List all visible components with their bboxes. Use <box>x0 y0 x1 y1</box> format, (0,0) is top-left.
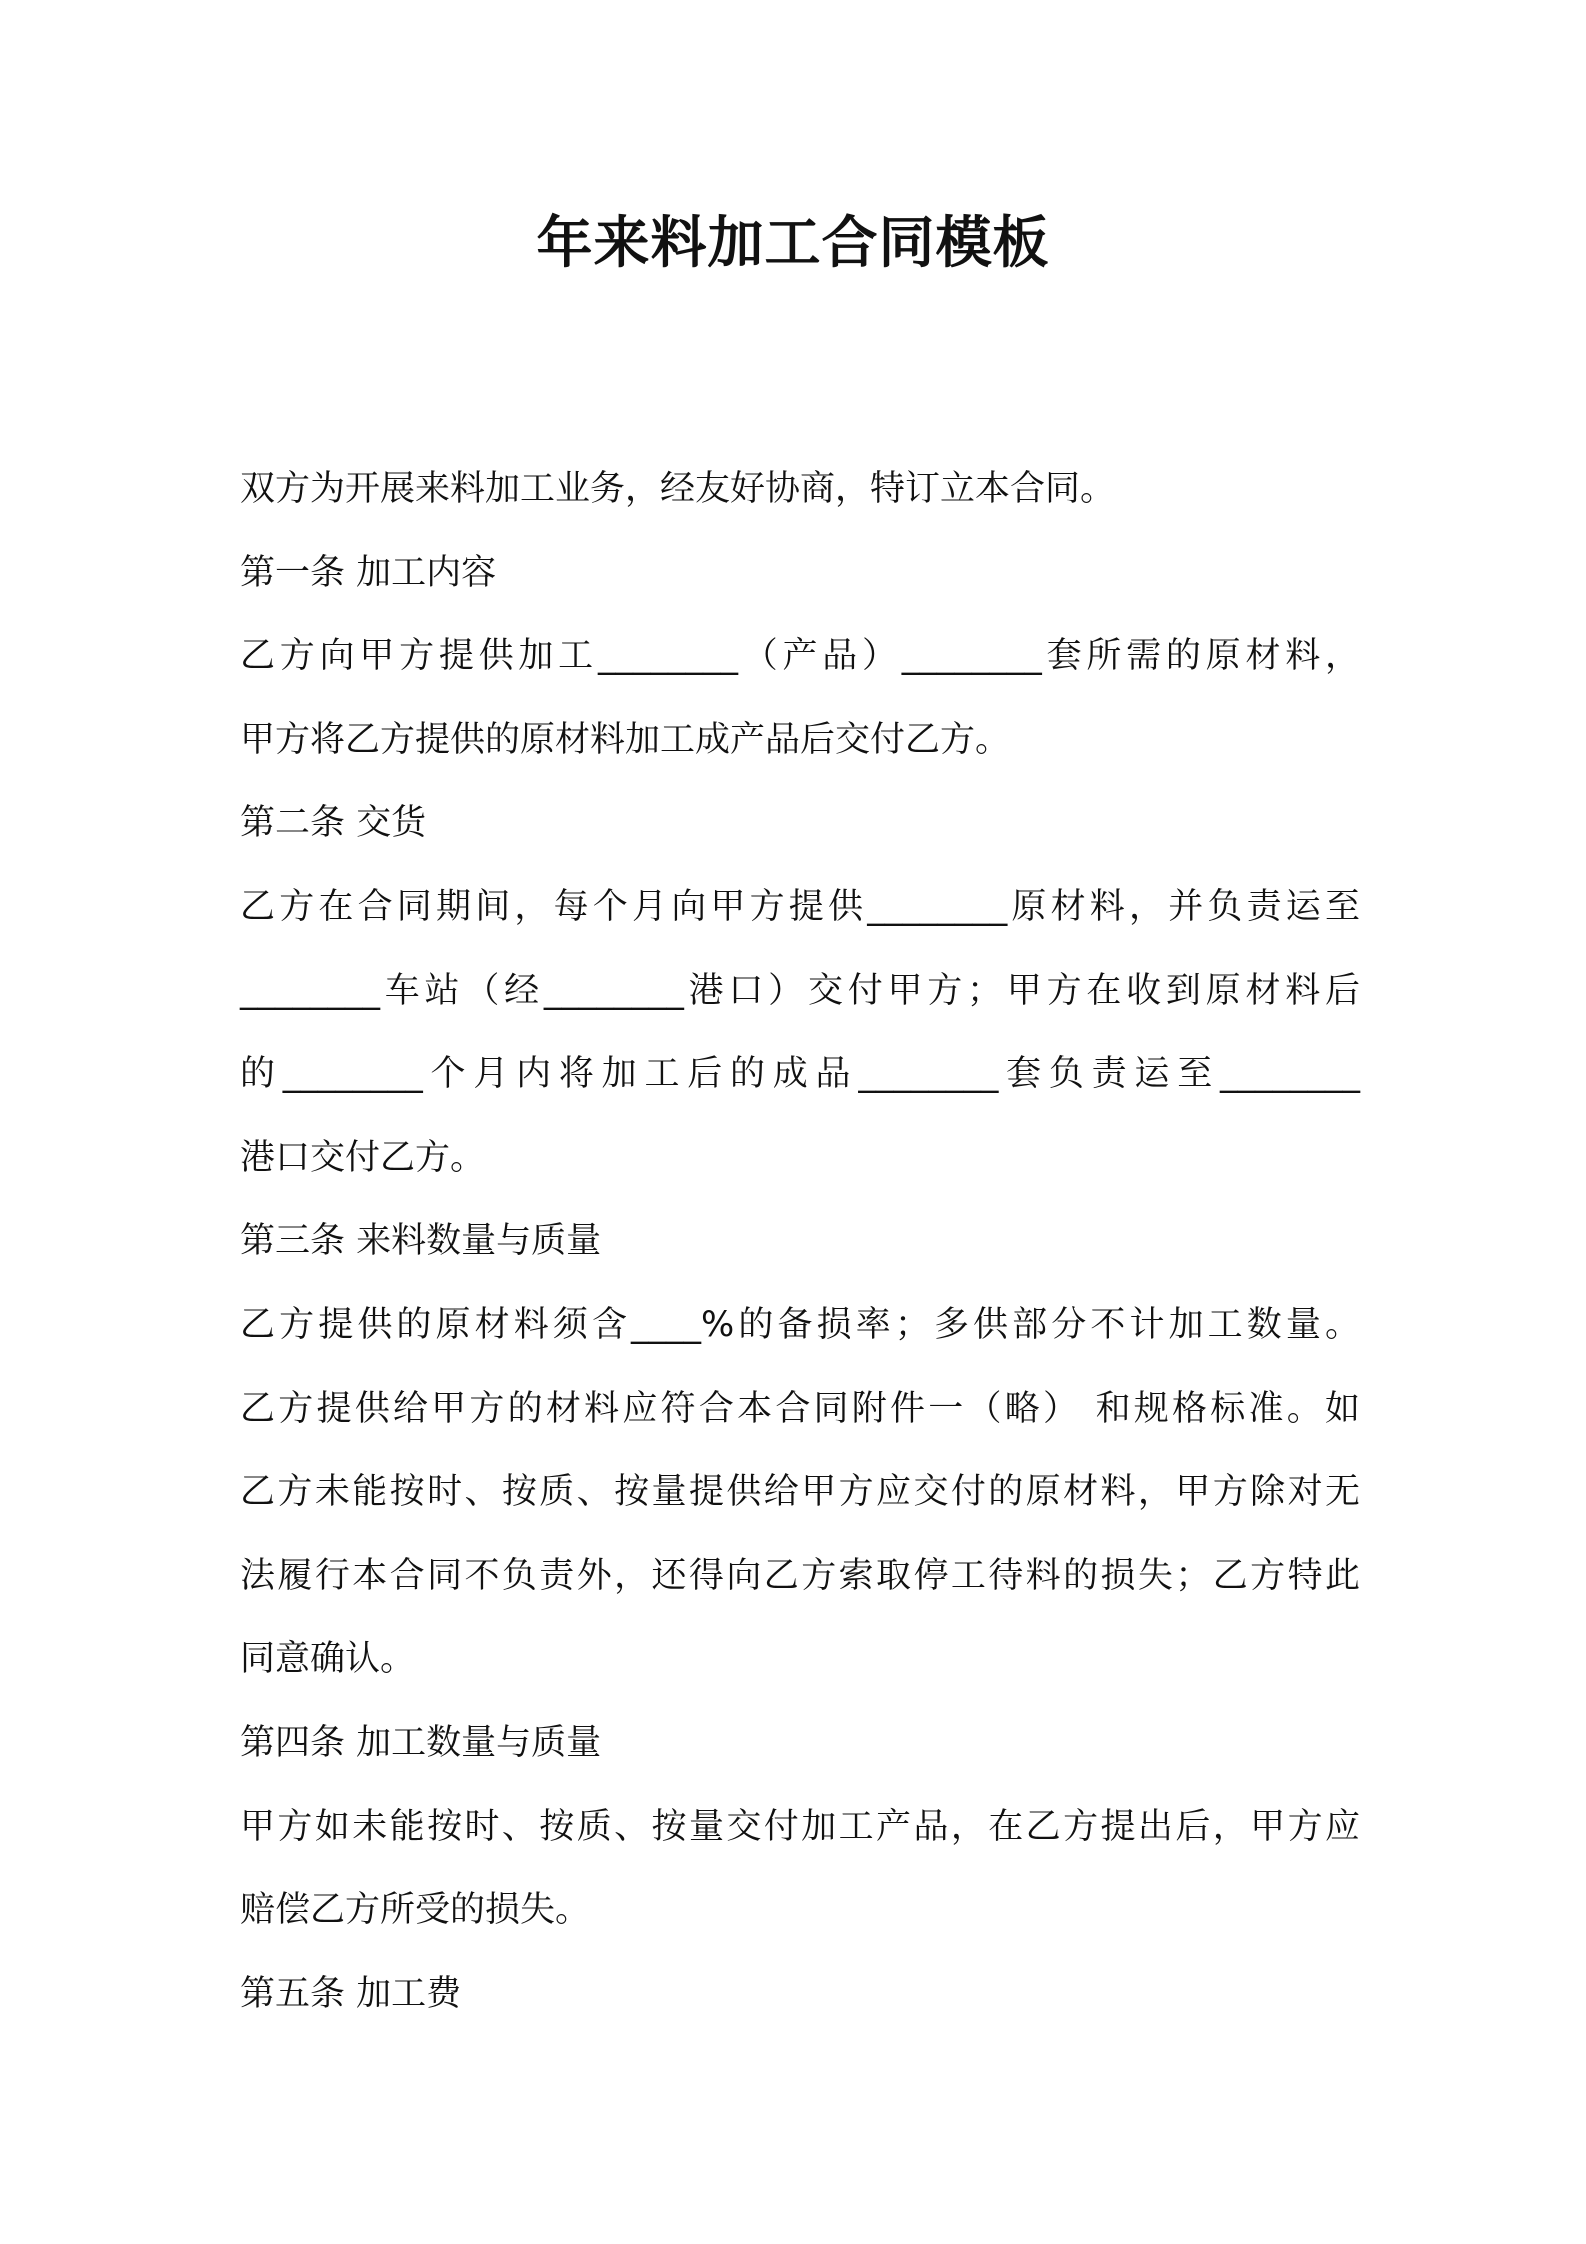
paragraph-line: ________车站（经________港口）交付甲方；甲方在收到原材料后 <box>240 970 1360 1011</box>
paragraph-line: 甲方如未能按时、按质、按量交付加工产品，在乙方提出后，甲方应 <box>240 1806 1360 1847</box>
paragraph-line: 乙方未能按时、按质、按量提供给甲方应交付的原材料，甲方除对无 <box>240 1472 1360 1513</box>
paragraph-line: 法履行本合同不负责外，还得向乙方索取停工待料的损失；乙方特此 <box>240 1555 1360 1596</box>
section-heading: 第一条 加工内容 <box>240 552 497 593</box>
document-body <box>240 448 1360 2036</box>
paragraph-line: 双方为开展来料加工业务，经友好协商，特订立本合同。 <box>240 469 1116 509</box>
paragraph-line: 乙方提供的原材料须含____%的备损率；多供部分不计加工数量。 <box>240 1304 1360 1345</box>
section-heading: 第五条 加工费 <box>240 1973 462 2014</box>
paragraph-line: 乙方向甲方提供加工________（产品）________套所需的原材料， <box>240 636 1360 677</box>
paragraph-line: 赔偿乙方所受的损失。 <box>240 1890 591 1931</box>
section-heading: 第三条 来料数量与质量 <box>240 1221 602 1262</box>
section-heading: 第四条 加工数量与质量 <box>240 1722 602 1763</box>
section-heading: 第二条 交货 <box>240 803 427 844</box>
paragraph-line: 乙方提供给甲方的材料应符合本合同附件一（略） 和规格标准。如 <box>240 1388 1360 1429</box>
document-title: 年来料加工合同模板 <box>536 211 1050 276</box>
paragraph-line: 同意确认。 <box>240 1639 416 1680</box>
paragraph-line: 甲方将乙方提供的原材料加工成产品后交付乙方。 <box>240 719 1011 760</box>
paragraph-line: 的________个月内将加工后的成品________套负责运至________ <box>240 1054 1360 1095</box>
paragraph-line: 乙方在合同期间，每个月向甲方提供________原材料，并负责运至 <box>240 886 1360 927</box>
paragraph-line: 港口交付乙方。 <box>240 1137 486 1178</box>
